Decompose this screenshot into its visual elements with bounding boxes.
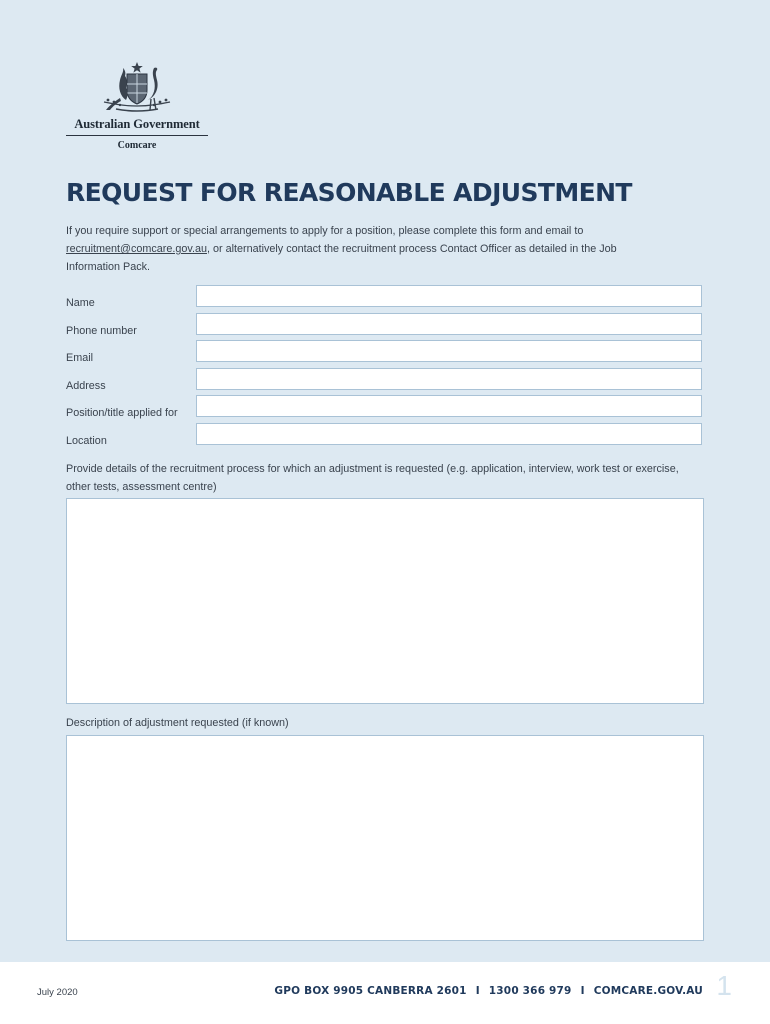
page-footer [0,962,770,1024]
footer-website: COMCARE.GOV.AU [593,985,703,997]
location-field[interactable] [196,423,702,445]
address-label: Address [66,380,106,392]
name-field[interactable] [196,285,702,307]
intro-text-start: If you require support or special arrangements to apply for a position, please complete this form and email to [66,225,584,237]
adjustment-description-prompt: Description of adjustment requested (if known) [66,717,289,729]
email-field[interactable] [196,340,702,362]
footer-contact [274,985,703,997]
government-name: Australian Government [74,117,200,131]
intro-text [66,222,666,276]
phone-number-field[interactable] [196,313,702,335]
email-label: Email [66,352,93,364]
agency-name: Comcare [117,140,157,151]
footer-postal-address: GPO BOX 9905 CANBERRA 2601 [274,985,467,997]
position-title-field[interactable] [196,395,702,417]
coat-of-arms-icon [100,60,174,114]
location-label: Location [66,435,107,447]
phone-number-label: Phone number [66,325,137,337]
logo-divider [66,135,208,136]
page-title: REQUEST FOR REASONABLE ADJUSTMENT [66,178,632,207]
address-field[interactable] [196,368,702,390]
recruitment-email-link[interactable]: recruitment@comcare.gov.au [66,243,207,255]
footer-separator: I [580,985,585,997]
footer-separator: I [475,985,480,997]
footer-phone: 1300 366 979 [488,985,572,997]
intro-text-end: , or alternatively contact the recruitment process Contact Officer as detailed in the Job Information Pack. [66,243,617,273]
name-label: Name [66,297,95,309]
recruitment-details-prompt: Provide details of the recruitment process for which an adjustment is requested (e.g. application, interview, work test or exercise, other tests, assessment centre) [66,463,679,493]
adjustment-description-textarea[interactable] [66,735,704,941]
government-logo [66,60,208,151]
footer-date: July 2020 [37,987,78,998]
recruitment-details-textarea[interactable] [66,498,704,704]
page-number: 1 [716,970,732,1001]
position-title-label: Position/title applied for [66,407,178,419]
